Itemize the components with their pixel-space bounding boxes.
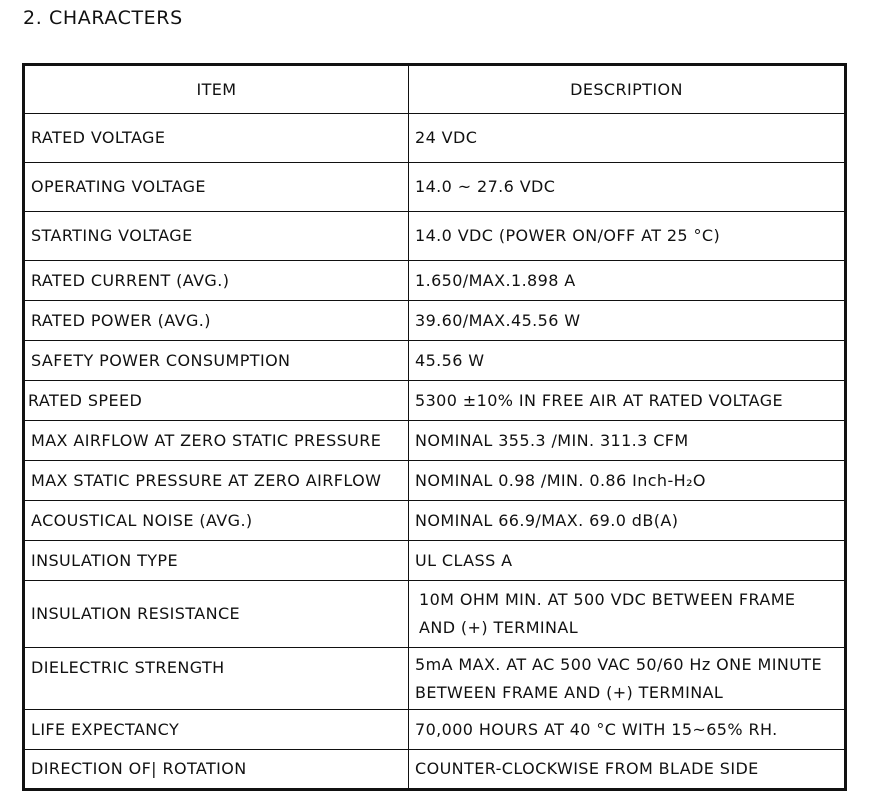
item-cell: RATED SPEED xyxy=(24,381,409,421)
item-cell: MAX STATIC PRESSURE AT ZERO AIRFLOW xyxy=(24,461,409,501)
table-row xyxy=(24,648,846,710)
item-cell: RATED CURRENT (AVG.) xyxy=(24,261,409,301)
table-header-row xyxy=(24,65,846,114)
description-cell: 39.60/MAX.45.56 W xyxy=(409,301,846,341)
section-title: 2. CHARACTERS xyxy=(23,7,183,29)
description-cell: 5300 ±10% IN FREE AIR AT RATED VOLTAGE xyxy=(409,381,846,421)
description-cell: COUNTER-CLOCKWISE FROM BLADE SIDE xyxy=(409,750,846,790)
item-cell: MAX AIRFLOW AT ZERO STATIC PRESSURE xyxy=(24,421,409,461)
item-cell: INSULATION RESISTANCE xyxy=(24,581,409,648)
table-row xyxy=(24,710,846,750)
item-cell: LIFE EXPECTANCY xyxy=(24,710,409,750)
item-cell: INSULATION TYPE xyxy=(24,541,409,581)
description-cell: NOMINAL 0.98 /MIN. 0.86 Inch-H₂O xyxy=(409,461,846,501)
item-column-header: ITEM xyxy=(24,65,409,114)
table-row xyxy=(24,421,846,461)
description-cell: 1.650/MAX.1.898 A xyxy=(409,261,846,301)
description-column-header: DESCRIPTION xyxy=(409,65,846,114)
item-cell: RATED POWER (AVG.) xyxy=(24,301,409,341)
item-cell: SAFETY POWER CONSUMPTION xyxy=(24,341,409,381)
item-cell: OPERATING VOLTAGE xyxy=(24,163,409,212)
table-row xyxy=(24,261,846,301)
description-cell: 14.0 ~ 27.6 VDC xyxy=(409,163,846,212)
item-cell: DIELECTRIC STRENGTH xyxy=(24,648,409,710)
table-row xyxy=(24,163,846,212)
description-cell: 45.56 W xyxy=(409,341,846,381)
table-row xyxy=(24,501,846,541)
table-row xyxy=(24,750,846,790)
table-row xyxy=(24,381,846,421)
item-cell: ACOUSTICAL NOISE (AVG.) xyxy=(24,501,409,541)
description-cell: 14.0 VDC (POWER ON/OFF AT 25 °C) xyxy=(409,212,846,261)
item-cell: STARTING VOLTAGE xyxy=(24,212,409,261)
description-cell: 5mA MAX. AT AC 500 VAC 50/60 Hz ONE MINUTE BETWEEN FRAME AND (+) TERMINAL xyxy=(409,648,846,710)
description-cell: NOMINAL 66.9/MAX. 69.0 dB(A) xyxy=(409,501,846,541)
item-cell: DIRECTION OF| ROTATION xyxy=(24,750,409,790)
description-cell: 24 VDC xyxy=(409,114,846,163)
table-row xyxy=(24,301,846,341)
table-row xyxy=(24,461,846,501)
table-row xyxy=(24,581,846,648)
table-row xyxy=(24,114,846,163)
table-row xyxy=(24,541,846,581)
characteristics-table xyxy=(22,63,847,791)
description-cell: 10M OHM MIN. AT 500 VDC BETWEEN FRAME AND (+) TERMINAL xyxy=(409,581,846,648)
table-row xyxy=(24,212,846,261)
description-cell: 70,000 HOURS AT 40 °C WITH 15~65% RH. xyxy=(409,710,846,750)
item-cell: RATED VOLTAGE xyxy=(24,114,409,163)
table-row xyxy=(24,341,846,381)
description-cell: NOMINAL 355.3 /MIN. 311.3 CFM xyxy=(409,421,846,461)
description-cell: UL CLASS A xyxy=(409,541,846,581)
